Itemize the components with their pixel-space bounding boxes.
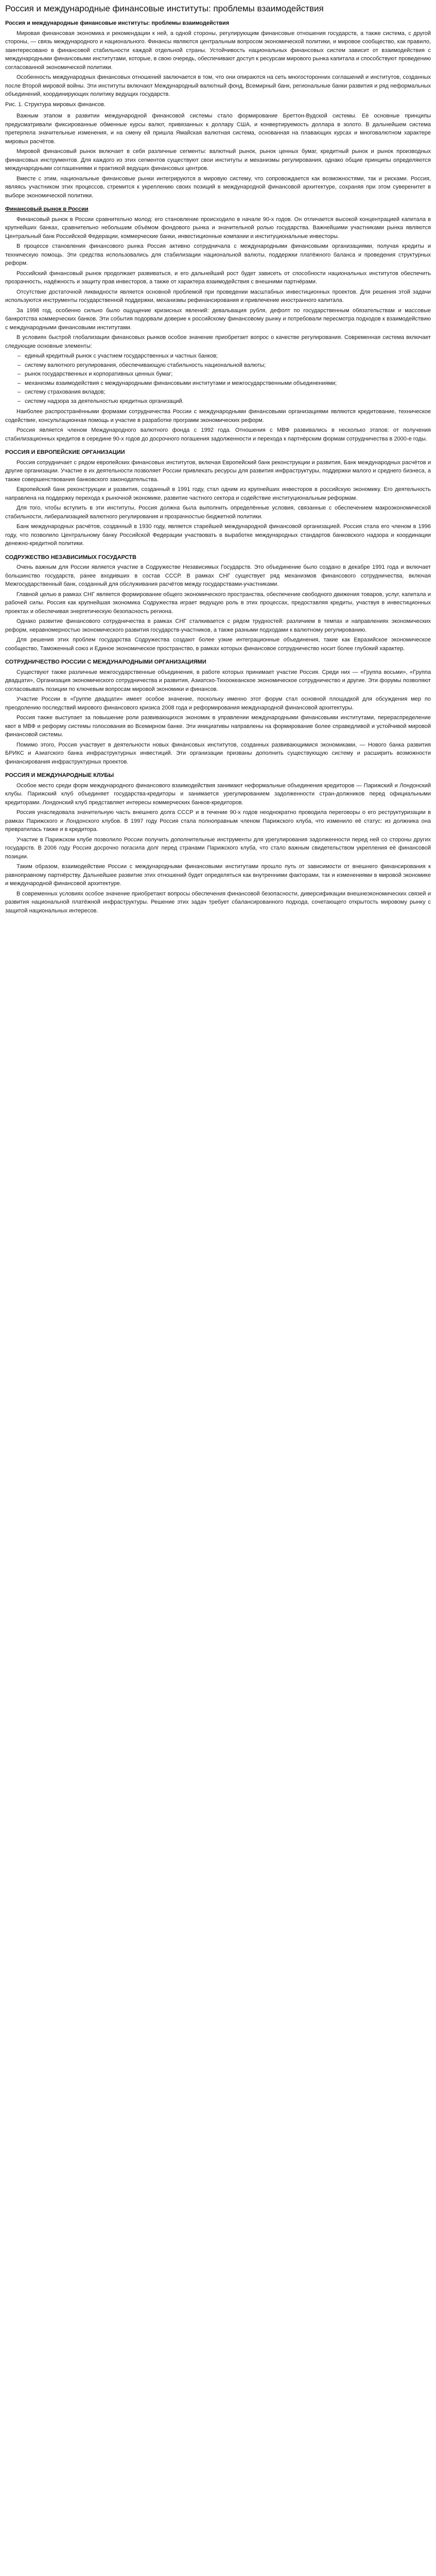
paragraph: Европейский банк реконструкции и развития, созданный в 1991 году, стал одним из крупнейших инвесторов в российскую экономику. Его деятельность направлена на поддержку перехода к рыночной экономике, развитие частного сектора и содействие институциональным реформам. — [5, 486, 431, 501]
paragraph: Важным этапом в развитии международной финансовой системы стало формирование Бреттон-Вудской системы. Её основные принципы предусматривали фиксированные обменные курсы валют, привязанных к доллару США, и конвертируемость доллара в золото. В дальнейшем система претерпела значительные изменения, и на смену ей пришла Ямайская валютная система, основанная на плавающих курсах и многовалютном характере мировых расчётов. — [5, 113, 431, 145]
paragraph: Для того, чтобы вступить в эти институты, Россия должна была выполнить определённые условия, связанные с обеспечением макроэкономической стабильности, либерализацией валютного регулирования и прозрачностью бюджетной политики. — [5, 505, 431, 520]
document-page — [0, 0, 436, 924]
paragraph: Очень важным для России является участие в Содружестве Независимых Государств. Это объединение было создано в декабре 1991 года и включает большинство государств, ранее входивших в состав СССР. В рамках СНГ существует ряд механизмов финансового сотрудничества, включая Межгосударственный банк, созданный для обслуживания расчётов между государствами-участниками. — [5, 564, 431, 588]
paragraph: Россия сотрудничает с рядом европейских финансовых институтов, включая Европейский банк реконструкции и развития, Банк международных расчётов и другие организации. Участие в их деятельности позволяет России привлекать ресурсы для развития инфраструктуры, поддержки малого и среднего бизнеса, а также совершенствования банковского законодательства. — [5, 459, 431, 483]
paragraph: Для решения этих проблем государства Содружества создают более узкие интеграционные объединения, такие как Евразийское экономическое сообщество, Таможенный союз и Единое экономическое пространство, в рамках которых финансовое сотрудничество носит более глубокий характер. — [5, 637, 431, 652]
list-item: – рынок государственных и корпоративных ценных бумаг; — [25, 370, 431, 379]
list-item: – систему валютного регулирования, обеспечивающую стабильность национальной валюты; — [25, 361, 431, 370]
paragraph: Россия является членом Международного валютного фонда с 1992 года. Отношения с МВФ развивались в несколько этапов: от получения стабилизационных кредитов в середине 90-х годов до досрочного погашения задолженности и перехода к партнёрским формам сотрудничества в 2000-е годы. — [5, 427, 431, 442]
paragraph: Особенность международных финансовых отношений заключается в том, что они опираются на сеть многосторонних соглашений и институтов, созданных после Второй мировой войны. Эти институты включают Международный валютный фонд, Всемирный банк, региональные банки развития и ряд неформальных объединений, координирующих политику ведущих государств. — [5, 74, 431, 98]
section-heading: РОССИЯ И ЕВРОПЕЙСКИЕ ОРГАНИЗАЦИИ — [5, 449, 125, 456]
bullet-list — [5, 352, 431, 405]
paragraph: В процессе становления финансового рынка Россия активно сотрудничала с международными финансовыми организациями, получая кредиты и техническую помощь. Эти средства использовались для стабилизации национальной валюты, поддержки платёжного баланса и проведения структурных реформ. — [5, 243, 431, 267]
paragraph: Наиболее распространёнными формами сотрудничества России с международными финансовыми организациями являются кредитование, техническое содействие, консультационная помощь и участие в разработке программ экономических реформ. — [5, 409, 431, 423]
paragraph: В условиях быстрой глобализации финансовых рынков особое значение приобретает вопрос о качестве регулирования. Современная система включает следующие основные элементы: — [5, 334, 431, 349]
paragraph: За 1998 год, особенно сильно было ощущение кризисных явлений: девальвация рубля, дефолт по государственным обязательствам и массовые банкротства коммерческих банков. Эти события подорвали доверие к российскому финансовому рынку и потребовали пересмотра подходов к взаимодействию с международными финансовыми институтами. — [5, 307, 431, 331]
paragraph: Особое место среди форм международного финансового взаимодействия занимают неформальные объединения кредиторов — Парижский и Лондонский клубы. Парижский клуб объединяет государства-кредиторы и занимается урегулированием задолженности стран-должников перед официальными кредиторами. Лондонский клуб представляет интересы коммерческих банков-кредиторов. — [5, 782, 431, 806]
paragraph: Однако развитие финансового сотрудничества в рамках СНГ сталкивается с рядом трудностей: различием в темпах и направлениях экономических реформ, неравномерностью экономического развития государств-участников, а также разными подходами к валютному регулированию. — [5, 618, 431, 633]
paragraph: Помимо этого, Россия участвует в деятельности новых финансовых институтов, созданных развивающимися экономиками, — Нового банка развития БРИКС и Азиатского банка инфраструктурных инвестиций. Эти организации призваны дополнить существующую систему и расширить возможности финансирования инфраструктурных проектов. — [5, 741, 431, 765]
paragraph: Россия также выступает за повышение роли развивающихся экономик в управлении международными финансовыми институтами, перераспределение квот в МВФ и реформу системы голосования во Всемирном банке. Эти инициативы направлены на формирование более справедливой и устойчивой мировой финансовой системы. — [5, 715, 431, 738]
paragraph: Мировой финансовый рынок включает в себя различные сегменты: валютный рынок, рынок ценных бумаг, кредитный рынок и рынок производных финансовых инструментов. Для каждого из этих сегментов существуют свои институты и механизмы регулирования, однако общие принципы определяются международными соглашениями и практикой ведущих финансовых центров. — [5, 148, 431, 172]
list-item: – единый кредитный рынок с участием государственных и частных банков; — [25, 352, 431, 361]
paragraph: Банк международных расчётов, созданный в 1930 году, является старейшей международной финансовой организацией. Россия стала его членом в 1996 году, что позволило Центральному банку Российской Федерации участвовать в выработке международных стандартов банковского надзора и координации денежно-кредитной политики. — [5, 523, 431, 547]
paragraph: Участие России в «Группе двадцати» имеет особое значение, поскольку именно этот форум стал основной площадкой для обсуждения мер по преодолению последствий мирового финансового кризиса 2008 года и реформирования международной финансовой архитектуры. — [5, 696, 431, 711]
paragraph: Таким образом, взаимодействие России с международными финансовыми институтами прошло путь от зависимости от внешнего финансирования к равноправному партнёрству. Дальнейшее развитие этих отношений будет определяться как внутренними факторами, так и изменениями в мировой экономике и международной финансовой архитектуре. — [5, 863, 431, 887]
paragraph: Участие в Парижском клубе позволило России получить дополнительные инструменты для урегулирования задолженности перед ней со стороны других государств. В 2006 году Россия досрочно погасила долг перед странами Парижского клуба, что стало важным свидетельством укрепления её финансовой позиции. — [5, 836, 431, 860]
paragraph: Российский финансовый рынок продолжает развиваться, и его дальнейший рост будет зависеть от способности национальных институтов обеспечить прозрачность, надёжность и защиту прав инвесторов, а также от характера взаимодействия с внешними партнёрами. — [5, 270, 431, 285]
document-title: Россия и международные финансовые институты: проблемы взаимодействия — [5, 4, 324, 13]
list-item: – систему надзора за деятельностью кредитных организаций. — [25, 397, 431, 406]
figure-caption: Рис. 1. Структура мировых финансов. — [5, 101, 106, 108]
document-body — [5, 19, 431, 915]
paragraph: Главной целью в рамках СНГ является формирование общего экономического пространства, обеспечение свободного движения товаров, услуг, капитала и рабочей силы. Россия как крупнейшая экономика Содружества играет ведущую роль в этих процессах, предоставляя кредиты, участвуя в инвестиционных проектах и обеспечивая энергетическую безопасность региона. — [5, 591, 431, 615]
section-heading: РОССИЯ И МЕЖДУНАРОДНЫЕ КЛУБЫ — [5, 772, 114, 779]
paragraph: Отсутствие достаточной ликвидности является основной проблемой при проведении масштабных инвестиционных проектов. Для решения этой задачи используются инструменты государственной поддержки, механизмы рефинансирования и привлечение иностранного капитала. — [5, 289, 431, 304]
section-heading: Россия и международные финансовые институты: проблемы взаимодействия — [5, 20, 230, 27]
list-item: – систему страхования вкладов; — [25, 388, 431, 397]
paragraph: Россия унаследовала значительную часть внешнего долга СССР и в течение 90-х годов неоднократно проводила переговоры о его реструктуризации в рамках Парижского и Лондонского клубов. В 1997 году Россия стала полноправным членом Парижского клуба, что изменило её статус: из должника она превратилась также и в кредитора. — [5, 809, 431, 833]
paragraph: Финансовый рынок в России сравнительно молод: его становление происходило в начале 90-х годов. Он отличается высокой концентрацией капитала в крупнейших банках, сравнительно небольшим объёмом фондового рынка и значительной ролью государства. Важнейшими участниками рынка являются Центральный банк Российской Федерации, коммерческие банки, инвестиционные компании и институциональные инвесторы. — [5, 216, 431, 240]
paragraph: Существуют также различные межгосударственные объединения, в работе которых принимает участие Россия. Среди них — «Группа восьми», «Группа двадцати», Организация экономического сотрудничества и развития, Азиатско-Тихоокеанское экономическое сотрудничество и другие. Эти форумы позволяют согласовывать позиции по ключевым вопросам мировой экономики и финансов. — [5, 669, 431, 692]
section-heading: СОТРУДНИЧЕСТВО РОССИИ С МЕЖДУНАРОДНЫМИ ОРГАНИЗАЦИЯМИ — [5, 659, 206, 666]
section-heading: СОДРУЖЕСТВО НЕЗАВИСИМЫХ ГОСУДАРСТВ — [5, 554, 136, 561]
paragraph: Вместе с этим, национальные финансовые рынки интегрируются в мировую систему, что сопровождается как возможностями, так и рисками. Россия, являясь участником этих процессов, стремится к укреплению своих позиций в международной финансовой архитектуре, сохраняя при этом суверенитет в выборе экономической политики. — [5, 175, 431, 199]
section-heading: Финансовый рынок в России — [5, 206, 89, 213]
list-item: – механизмы взаимодействия с международными финансовыми институтами и межгосударственными объединениями; — [25, 379, 431, 388]
paragraph: В современных условиях особое значение приобретают вопросы обеспечения финансовой безопасности, диверсификации внешнеэкономических связей и развития национальной платёжной инфраструктуры. Решение этих задач требует сбалансированного подхода, сочетающего открытость мировому рынку с защитой национальных интересов. — [5, 890, 431, 914]
paragraph: Мировая финансовая экономика и рекомендации к ней, а одной стороны, регулирующим финансовые отношения государств, а также система, с другой стороны, — связь международного и национального. Финансы являются центральным вопросом экономической политики, и мировое сообщество, как правило, заинтересовано в финансовой стабильности каждой отдельной страны. Устойчивость национальных финансовых систем зависит от взаимодействия с международными финансовыми институтами, которые, в свою очередь, обеспечивают доступ к ресурсам мирового рынка капитала и способствуют проведению согласованной экономической политики. — [5, 30, 431, 71]
